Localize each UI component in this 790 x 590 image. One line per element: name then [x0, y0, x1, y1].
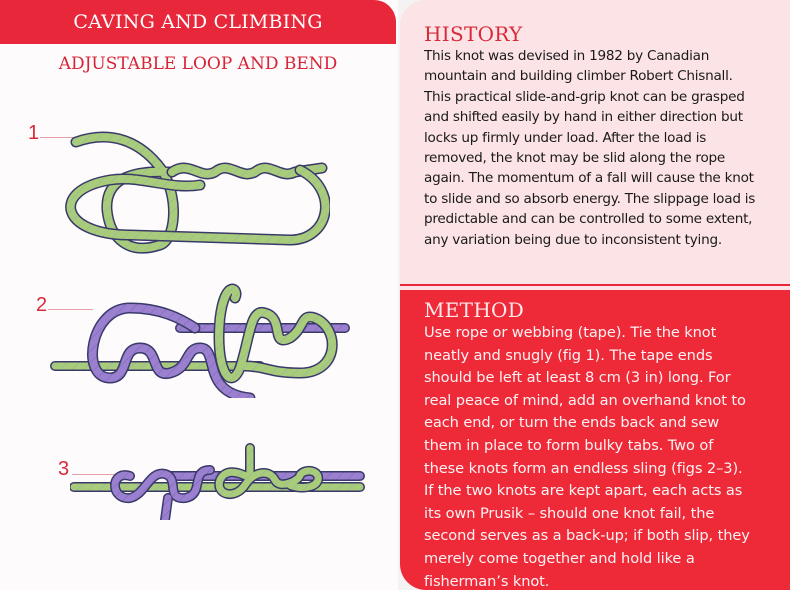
history-line: any variation being due to inconsistent tying.: [424, 231, 722, 248]
figure-3-knot-illustration: [70, 440, 370, 520]
knot-card-back: [400, 0, 790, 590]
category-title: CAVING AND CLIMBING: [73, 11, 323, 33]
category-header: [0, 0, 396, 44]
history-title: HISTORY: [424, 22, 523, 46]
history-line: to slide and so absorb energy. The slippage load is: [424, 190, 756, 207]
history-line: removed, the knot may be slid along the rope: [424, 150, 726, 167]
history-line: This knot was devised in 1982 by Canadian: [424, 48, 710, 64]
method-title: METHOD: [424, 298, 525, 322]
method-line: merely come together and hold like a: [424, 549, 695, 567]
method-line: each end, or turn the ends back and sew: [424, 414, 720, 432]
knot-title: ADJUSTABLE LOOP AND BEND: [58, 54, 338, 74]
history-line: again. The momentum of a fall will cause the knot: [424, 170, 754, 187]
history-line: locks up firmly under load. After the load is: [424, 129, 707, 146]
method-line: its own Prusik – should one knot fail, the: [424, 504, 715, 522]
method-line: If the two knots are kept apart, each acts as: [424, 482, 743, 500]
figure-3-label: 3: [58, 458, 70, 480]
figure-2-label: 2: [36, 294, 48, 316]
figure-2-knot-illustration: [50, 278, 350, 398]
method-line: Use rope or webbing (tape). Tie the knot: [424, 324, 717, 341]
method-line: fisherman’s knot.: [424, 572, 550, 590]
history-line: mountain and building climber Robert Chisnall.: [424, 68, 733, 85]
method-line: them in place to form bulky tabs. Two of: [424, 436, 714, 454]
figure-1-knot-illustration: [50, 130, 330, 260]
method-text: [424, 322, 780, 590]
history-line: This practical slide-and-grip knot can be grasped: [424, 88, 745, 105]
history-line: and shifted easily by hand in either direction but: [424, 109, 743, 126]
figure-1-label: 1: [28, 122, 40, 144]
method-line: neatly and snugly (fig 1). The tape ends: [424, 346, 713, 364]
history-section: [400, 0, 790, 284]
section-divider: [400, 284, 790, 286]
method-section: [400, 290, 790, 590]
method-line: these knots form an endless sling (figs 2–3).: [424, 459, 743, 477]
method-line: real peace of mind, add an overhand knot to: [424, 391, 746, 409]
method-line: second serves as a back-up; if both slip, they: [424, 527, 750, 545]
history-text: [424, 46, 780, 250]
method-line: should be left at least 8 cm (3 in) long. For: [424, 369, 731, 387]
history-line: predictable and can be controlled to some extent,: [424, 211, 753, 228]
